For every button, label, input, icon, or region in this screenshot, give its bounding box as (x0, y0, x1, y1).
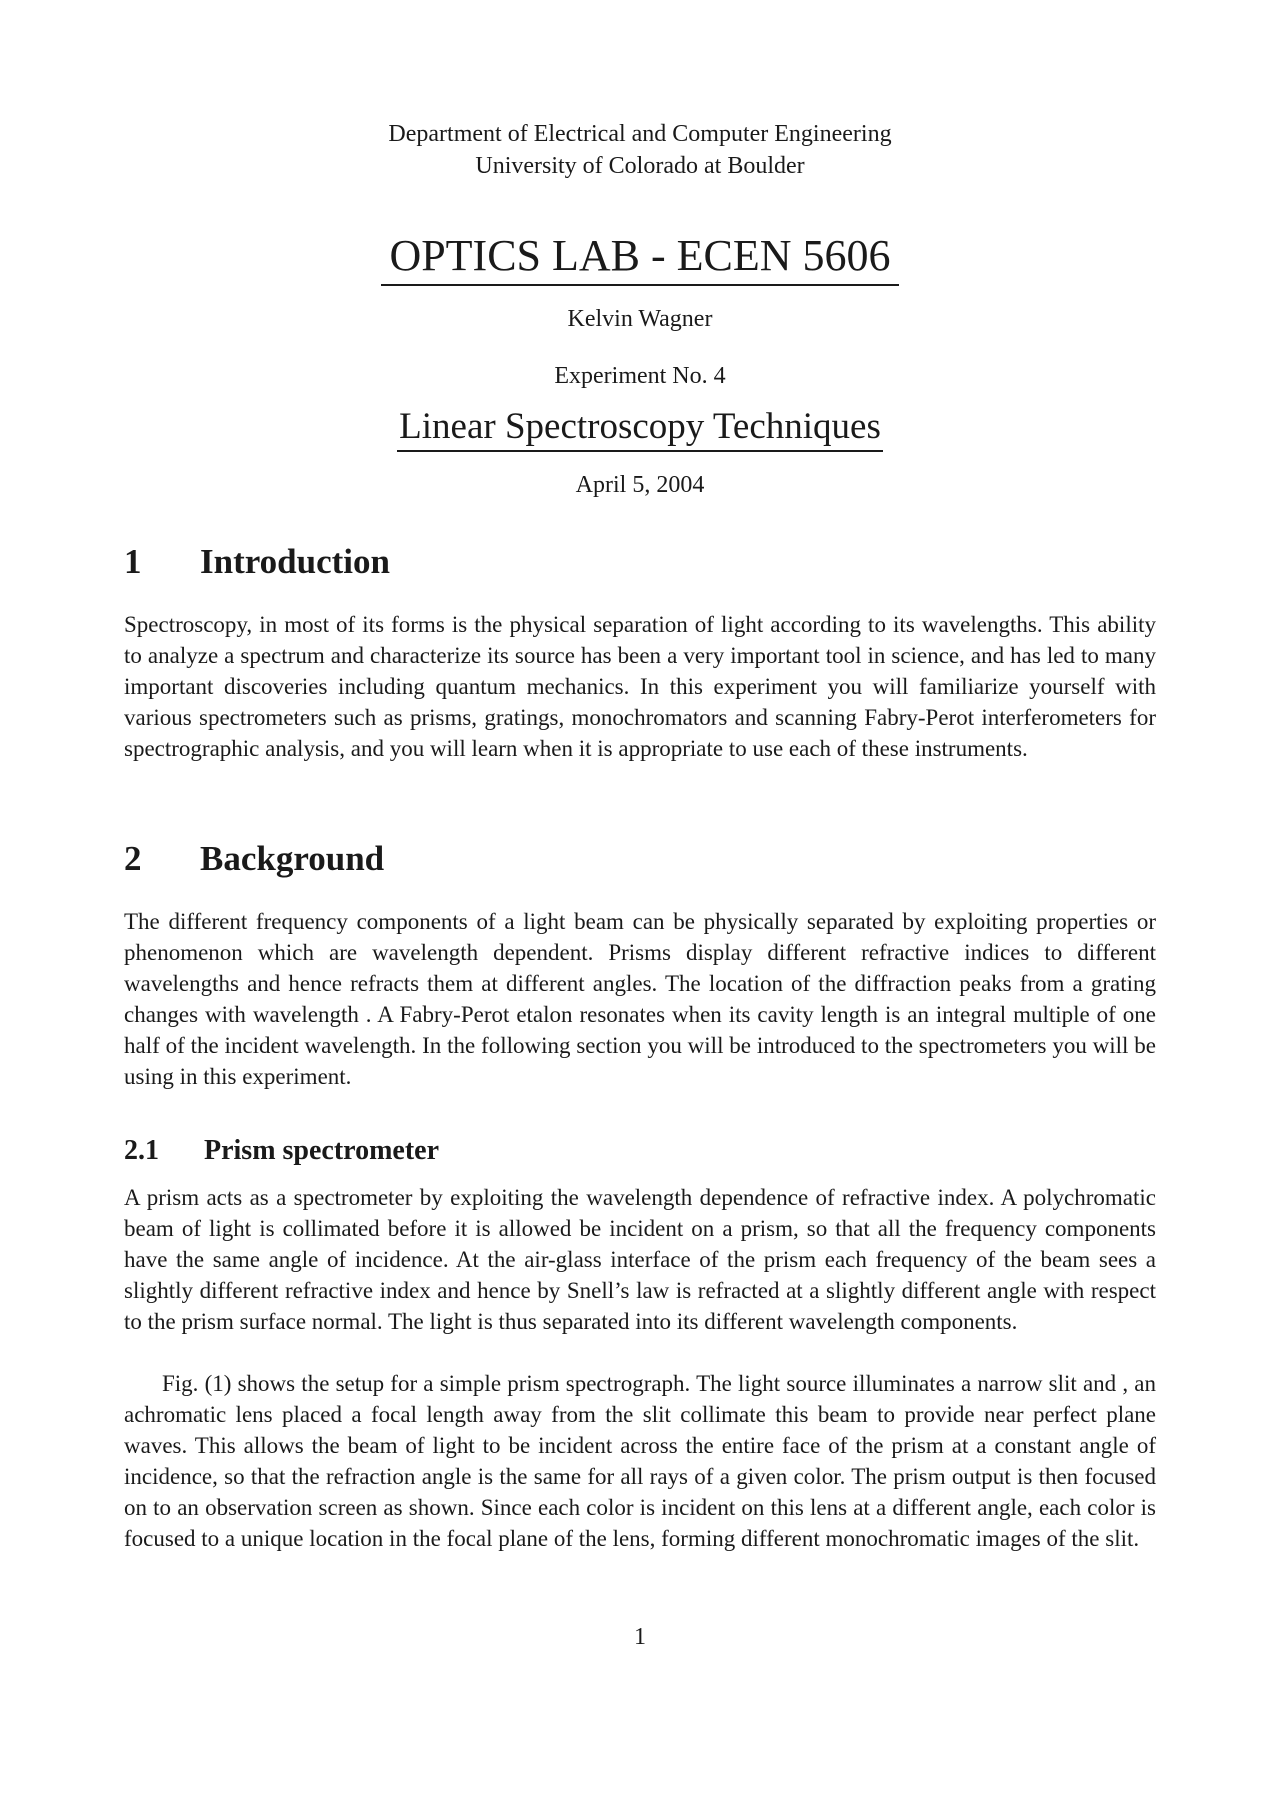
document-date: April 5, 2004 (575, 472, 705, 498)
introduction-paragraph: Spectroscopy, in most of its forms is the physical separation of light according to its wavelengths. This ability to analyze a spectrum and characterize its source has been a very important tool in science, and has led to many important discoveries including quantum mechanics. In this experiment you will familiarize yourself with various spectrometers such as prisms, gratings, monochromators and scanning Fabry-Perot interferometers for spectrographic analysis, and you will learn when it is appropriate to use each of these instruments. (124, 612, 1156, 761)
section-title: Introduction (200, 542, 390, 581)
prism-paragraph-2: Fig. (1) shows the setup for a simple prism spectrograph. The light source illuminates a narrow slit and , an achromatic lens placed a focal length away from the slit collimate this beam to provide near perfect plane waves. This allows the beam of light to be incident across the entire face of the prism at a constant angle of incidence, so that the refraction angle is the same for all rays of a given color. The prism output is then focused on to an observation screen as shown. Since each color is incident on this lens at a different angle, each color is focused to a unique location in the focal plane of the lens, forming different monochromatic images of the slit. (124, 1371, 1156, 1551)
university-line: University of Colorado at Boulder (475, 153, 805, 179)
background-paragraph: The different frequency components of a light beam can be physically separated by exploiting properties or phenomenon which are wavelength dependent. Prisms display different refractive indices to different wavelengths and hence refracts them at different angles. The location of the diffraction peaks from a grating changes with wavelength . A Fabry-Perot etalon resonates when its cavity length is an integral multiple of one half of the incident wavelength. In the following section you will be introduced to the spectrometers you will be using in this experiment. (124, 909, 1156, 1089)
subsection-heading-prism-spectrometer (124, 1134, 439, 1168)
author-name: Kelvin Wagner (567, 306, 713, 332)
section-heading-background (124, 838, 384, 880)
experiment-number: Experiment No. 4 (554, 363, 726, 389)
section-heading-introduction (124, 541, 390, 583)
section-title: Background (200, 839, 385, 878)
subsection-title: Prism spectrometer (204, 1135, 440, 1166)
experiment-title: Linear Spectroscopy Techniques (397, 404, 883, 452)
department-line: Department of Electrical and Computer Engineering (388, 121, 892, 147)
title-block (0, 118, 1280, 499)
course-title: OPTICS LAB - ECEN 5606 (381, 228, 898, 286)
section-number: 2 (124, 839, 142, 878)
prism-paragraph-1: A prism acts as a spectrometer by exploiting the wavelength dependence of refractive index. A polychromatic beam of light is collimated before it is allowed be incident on a prism, so that all the frequency components have the same angle of incidence. At the air-glass interface of the prism each frequency of the beam sees a slightly different refractive index and hence by Snell’s law is refracted at a slightly different angle with respect to the prism surface normal. The light is thus separated into its different wavelength components. (124, 1185, 1156, 1334)
page-number: 1 (634, 1624, 646, 1650)
section-number: 1 (124, 542, 142, 581)
subsection-number: 2.1 (124, 1135, 159, 1166)
